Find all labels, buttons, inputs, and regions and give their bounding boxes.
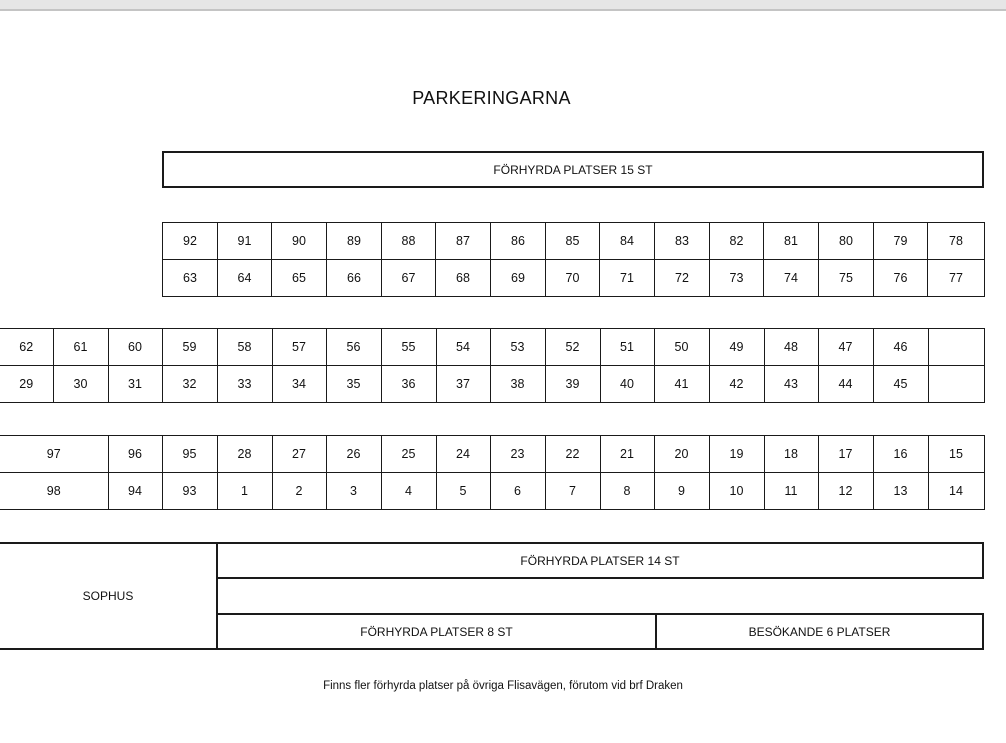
parking-spot: 27 xyxy=(272,436,326,473)
parking-spot: 85 xyxy=(546,223,600,260)
parking-spot: 98 xyxy=(0,473,108,510)
parking-spot: 86 xyxy=(491,223,546,260)
parking-spot: 77 xyxy=(928,260,985,297)
parking-spot: 4 xyxy=(381,473,436,510)
parking-spot: 19 xyxy=(709,436,764,473)
banner-rented-14: FÖRHYRDA PLATSER 14 ST xyxy=(216,542,984,579)
parking-spot: 68 xyxy=(436,260,491,297)
parking-spot: 44 xyxy=(818,366,873,403)
parking-spot: 46 xyxy=(873,329,928,366)
parking-spot: 20 xyxy=(654,436,709,473)
parking-spot: 48 xyxy=(764,329,818,366)
parking-spot: 1 xyxy=(217,473,272,510)
parking-spot: 55 xyxy=(381,329,436,366)
parking-grid-block-1 xyxy=(162,222,985,297)
sophus-area xyxy=(0,542,218,650)
parking-spot: 90 xyxy=(272,223,327,260)
parking-grid-block-2 xyxy=(0,328,985,403)
parking-spot: 95 xyxy=(162,436,217,473)
parking-spot: 51 xyxy=(600,329,654,366)
parking-spot: 23 xyxy=(490,436,545,473)
parking-spot: 41 xyxy=(654,366,709,403)
parking-spot: 7 xyxy=(545,473,600,510)
parking-spot: 43 xyxy=(764,366,818,403)
sophus-label: SOPHUS xyxy=(82,589,134,603)
parking-spot: 26 xyxy=(326,436,381,473)
parking-spot: 93 xyxy=(162,473,217,510)
parking-spot: 37 xyxy=(436,366,490,403)
parking-spot: 52 xyxy=(545,329,600,366)
parking-spot: 87 xyxy=(436,223,491,260)
parking-spot: 79 xyxy=(874,223,928,260)
banner-rented-8: FÖRHYRDA PLATSER 8 ST xyxy=(216,613,657,650)
parking-spot-empty xyxy=(928,329,984,366)
parking-spot: 31 xyxy=(108,366,162,403)
parking-spot: 73 xyxy=(710,260,764,297)
parking-spot: 17 xyxy=(818,436,873,473)
parking-spot: 83 xyxy=(655,223,710,260)
grid-row-top xyxy=(163,223,985,260)
parking-spot: 75 xyxy=(819,260,874,297)
grid-row-top xyxy=(0,436,984,473)
scan-top-edge xyxy=(0,0,1006,11)
parking-spot: 89 xyxy=(327,223,382,260)
parking-spot: 30 xyxy=(53,366,108,403)
parking-spot: 21 xyxy=(600,436,654,473)
parking-spot: 58 xyxy=(217,329,272,366)
parking-spot: 76 xyxy=(874,260,928,297)
parking-spot: 67 xyxy=(382,260,436,297)
parking-spot: 72 xyxy=(655,260,710,297)
parking-spot: 36 xyxy=(381,366,436,403)
parking-spot: 47 xyxy=(818,329,873,366)
parking-spot: 91 xyxy=(218,223,272,260)
parking-spot: 62 xyxy=(0,329,53,366)
parking-spot: 60 xyxy=(108,329,162,366)
parking-spot: 10 xyxy=(709,473,764,510)
banner-rented-15: FÖRHYRDA PLATSER 15 ST xyxy=(162,151,984,188)
parking-spot: 54 xyxy=(436,329,490,366)
parking-spot: 92 xyxy=(163,223,218,260)
parking-spot: 45 xyxy=(873,366,928,403)
grid-row-bottom xyxy=(163,260,985,297)
parking-spot: 96 xyxy=(108,436,162,473)
parking-spot: 53 xyxy=(490,329,545,366)
footnote: Finns fler förhyrda platser på övriga Flisavägen, förutom vid brf Draken xyxy=(323,680,683,692)
grid-row-bottom xyxy=(0,366,984,403)
parking-spot: 24 xyxy=(436,436,490,473)
parking-spot: 33 xyxy=(217,366,272,403)
parking-spot: 22 xyxy=(545,436,600,473)
parking-spot: 69 xyxy=(491,260,546,297)
parking-spot: 16 xyxy=(873,436,928,473)
parking-spot: 94 xyxy=(108,473,162,510)
banner-visitors-6: BESÖKANDE 6 PLATSER xyxy=(655,613,984,650)
parking-spot: 6 xyxy=(490,473,545,510)
parking-spot: 2 xyxy=(272,473,326,510)
parking-spot: 25 xyxy=(381,436,436,473)
parking-spot: 80 xyxy=(819,223,874,260)
page-title: PARKERINGARNA xyxy=(412,88,571,108)
parking-spot: 71 xyxy=(600,260,655,297)
parking-spot: 82 xyxy=(710,223,764,260)
parking-spot: 50 xyxy=(654,329,709,366)
parking-spot: 49 xyxy=(709,329,764,366)
parking-spot: 97 xyxy=(0,436,108,473)
parking-spot: 78 xyxy=(928,223,985,260)
grid-row-bottom xyxy=(0,473,984,510)
parking-spot: 56 xyxy=(326,329,381,366)
parking-spot: 42 xyxy=(709,366,764,403)
parking-spot: 3 xyxy=(326,473,381,510)
parking-spot: 74 xyxy=(764,260,819,297)
parking-spot: 34 xyxy=(272,366,326,403)
parking-spot: 28 xyxy=(217,436,272,473)
parking-spot: 13 xyxy=(873,473,928,510)
parking-spot: 32 xyxy=(162,366,217,403)
parking-spot: 5 xyxy=(436,473,490,510)
parking-spot: 14 xyxy=(928,473,984,510)
parking-spot: 84 xyxy=(600,223,655,260)
parking-spot: 81 xyxy=(764,223,819,260)
parking-spot: 40 xyxy=(600,366,654,403)
parking-spot: 12 xyxy=(818,473,873,510)
parking-spot: 38 xyxy=(490,366,545,403)
parking-grid-block-3 xyxy=(0,435,985,510)
parking-spot: 8 xyxy=(600,473,654,510)
parking-spot: 35 xyxy=(326,366,381,403)
parking-spot: 39 xyxy=(545,366,600,403)
parking-spot-empty xyxy=(928,366,984,403)
parking-spot: 64 xyxy=(218,260,272,297)
parking-spot: 61 xyxy=(53,329,108,366)
parking-spot: 18 xyxy=(764,436,818,473)
parking-spot: 88 xyxy=(382,223,436,260)
parking-spot: 15 xyxy=(928,436,984,473)
parking-spot: 57 xyxy=(272,329,326,366)
parking-spot: 9 xyxy=(654,473,709,510)
parking-spot: 63 xyxy=(163,260,218,297)
parking-spot: 59 xyxy=(162,329,217,366)
parking-spot: 29 xyxy=(0,366,53,403)
parking-spot: 66 xyxy=(327,260,382,297)
parking-spot: 65 xyxy=(272,260,327,297)
parking-spot: 11 xyxy=(764,473,818,510)
grid-row-top xyxy=(0,329,984,366)
parking-spot: 70 xyxy=(546,260,600,297)
